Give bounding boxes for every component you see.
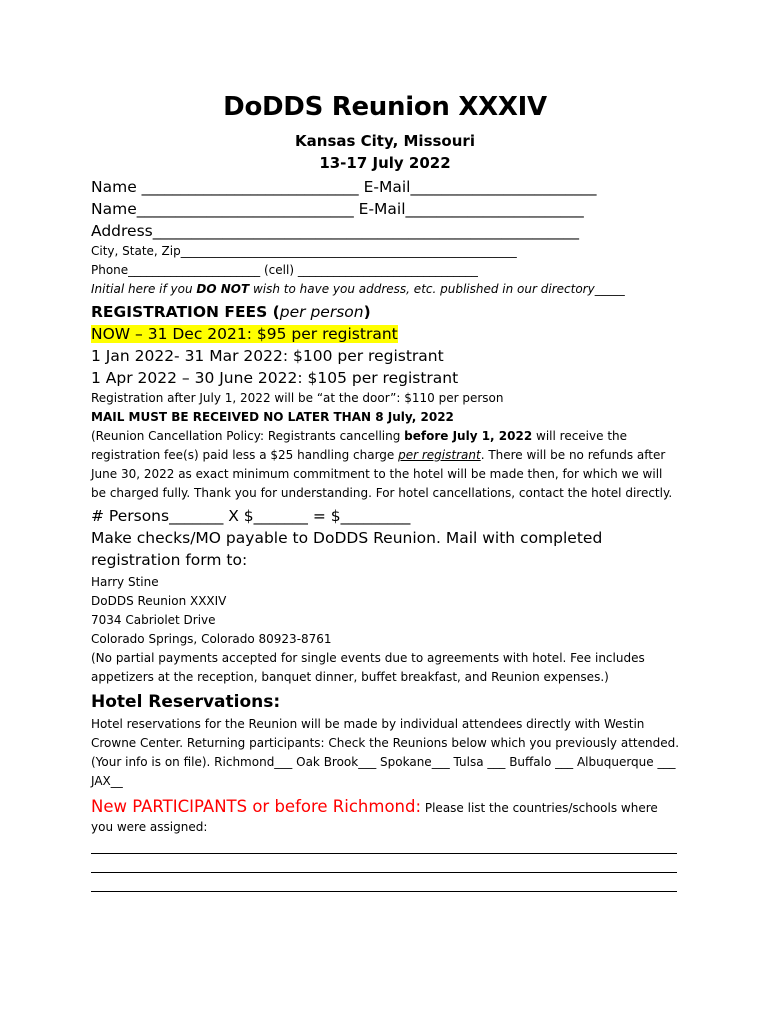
- phone-line[interactable]: Phone______________________ (cell) ______________________________: [91, 263, 478, 277]
- directory-initial-line[interactable]: Initial here if you DO NOT wish to have you address, etc. published in our directory_____: [91, 282, 625, 296]
- hotel-heading: Hotel Reservations:: [91, 692, 281, 712]
- mail-deadline: MAIL MUST BE RECEIVED NO LATER THAN 8 July, 2022: [91, 410, 454, 424]
- payable-instructions: Make checks/MO payable to DoDDS Reunion. Mail with completed registration form to:: [91, 529, 603, 569]
- address-line[interactable]: Address_______________________________________________________: [91, 222, 579, 240]
- mail-to-org: DoDDS Reunion XXXIV: [91, 594, 227, 608]
- fees-heading: REGISTRATION FEES (per person): [91, 303, 371, 321]
- countries-line-3[interactable]: [91, 873, 677, 892]
- dates: 13-17 July 2022: [319, 154, 451, 172]
- persons-calculation[interactable]: # Persons_______ X $_______ = $_________: [91, 507, 411, 525]
- cancellation-policy: (Reunion Cancellation Policy: Registrants cancelling before July 1, 2022 will receive the registration fee(s) paid less a $25 handling charge per registrant. There will be no refunds after June 30, 2022 as exact minimum commitment to the hotel will be made then, for which we will be charged fully. Thank you for understanding. For hotel cancellations, contact the hotel directly.: [91, 429, 673, 500]
- name-email-line-1[interactable]: Name ____________________________ E-Mail________________________: [91, 178, 597, 196]
- registration-form: [91, 92, 681, 892]
- fee-tier-early: [91, 323, 681, 345]
- mail-to-name: Harry Stine: [91, 575, 159, 589]
- highlighted-fee: NOW – 31 Dec 2021: $95 per registrant: [91, 325, 398, 343]
- hotel-text: Hotel reservations for the Reunion will be made by individual attendees directly with Westin Crowne Center. Returning participants: Check the Reunions below which you previously attended. (Your info is on file). Richmond___ Oak Brook___ Spokane___ Tulsa ___ Buffalo ___ Albuquerque ___ JAX__: [91, 717, 680, 788]
- new-participants-label: New PARTICIPANTS or before Richmond:: [91, 797, 422, 816]
- city-state-zip-line[interactable]: City, State, Zip________________________________________________________: [91, 244, 517, 258]
- mail-to-city: Colorado Springs, Colorado 80923-8761: [91, 632, 332, 646]
- page-title: DoDDS Reunion XXXIV: [223, 92, 547, 122]
- fee-tier-2: 1 Jan 2022- 31 Mar 2022: $100 per registrant: [91, 347, 444, 365]
- door-fee: Registration after July 1, 2022 will be “at the door”: $110 per person: [91, 391, 504, 405]
- new-participants: New PARTICIPANTS or before Richmond: Please list the countries/schools where you were assigned:: [91, 797, 658, 834]
- location: Kansas City, Missouri: [295, 132, 475, 150]
- countries-line-1[interactable]: [91, 835, 677, 854]
- fee-tier-3: 1 Apr 2022 – 30 June 2022: $105 per registrant: [91, 369, 459, 387]
- countries-line-2[interactable]: [91, 854, 677, 873]
- name-email-line-2[interactable]: Name____________________________ E-Mail_______________________: [91, 200, 584, 218]
- partial-payments-note: (No partial payments accepted for single events due to agreements with hotel. Fee includes appetizers at the reception, banquet dinner, buffet breakfast, and Reunion expenses.): [91, 651, 645, 684]
- mail-to-street: 7034 Cabriolet Drive: [91, 613, 216, 627]
